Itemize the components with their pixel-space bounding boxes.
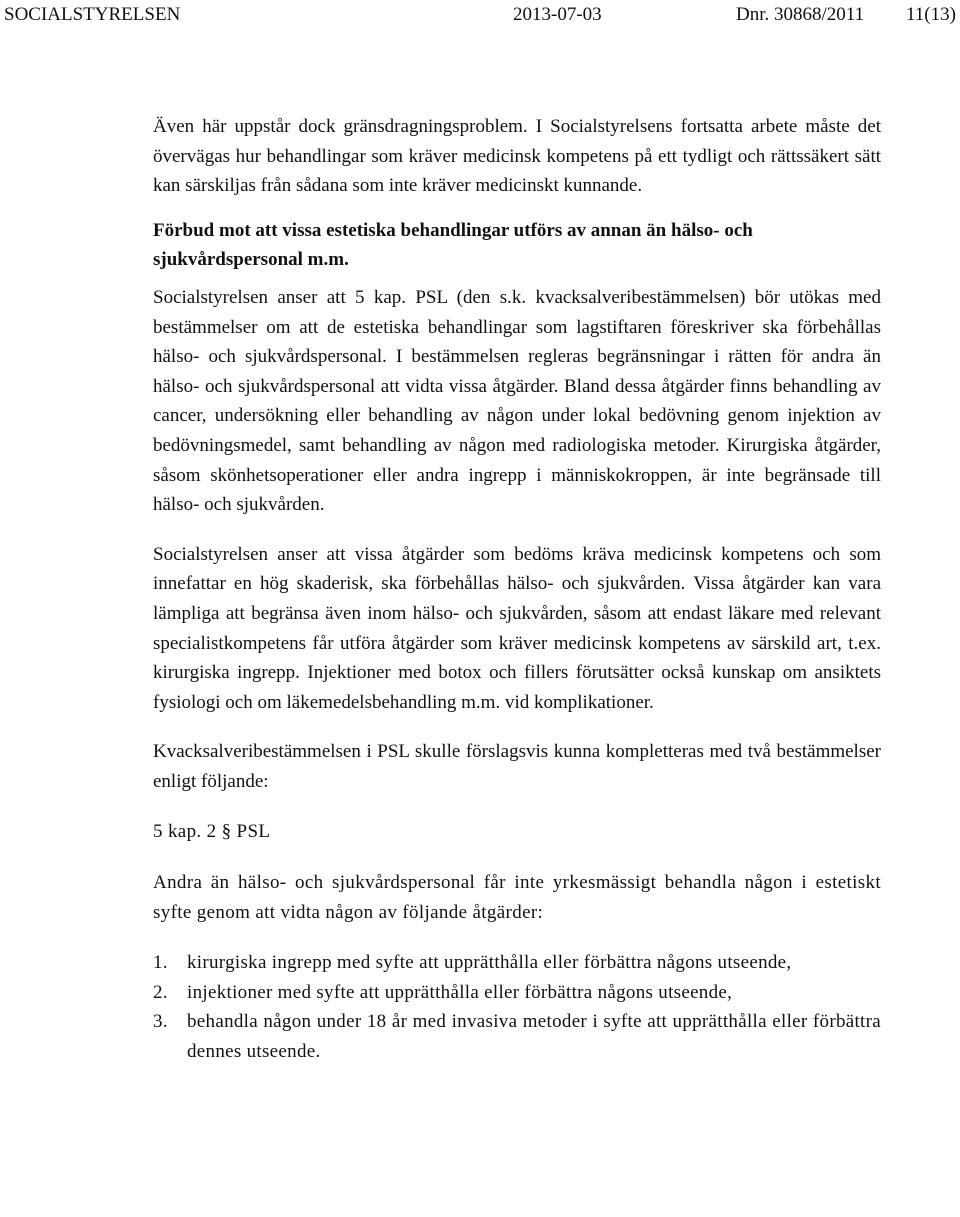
header-date: 2013-07-03 xyxy=(513,4,602,25)
section-heading: Förbud mot att vissa estetiska behandlingar utförs av annan än hälso- och sjukvårdspersonal m.m. xyxy=(153,219,753,271)
law-section-reference: 5 kap. 2 § PSL xyxy=(153,821,271,843)
list-item-number: 2. xyxy=(153,981,168,1003)
paragraph-kvacksalveri: Socialstyrelsen anser att 5 kap. PSL (den s.k. kvacksalveribestämmelsen) bör utökas med bestämmelser om att de estetiska behandlingar som lagstiftaren föreskriver ska förbehållas hälso- och sjukvårdspersonal. I bestämmelsen regleras begränsningar i rätten för andra än hälso- och sjukvårdspersonal att vidta vissa åtgärder. Bland dessa åtgärder finns behandling av cancer, undersökning eller behandling av någon under lokal bedövning genom injektion av bedövningsmedel, samt behandling av någon med radiologiska metoder. Kirurgiska åtgärder, såsom skönhetsoperationer eller andra ingrepp i människokroppen, är inte begränsade till hälso- och sjukvården. xyxy=(153,286,881,516)
paragraph-high-risk: Socialstyrelsen anser att vissa åtgärder som bedöms kräva medicinsk kompetens och som innefattar en hög skaderisk, ska förbehållas hälso- och sjukvården. Vissa åtgärder kan vara lämpliga att begränsa även inom hälso- och sjukvården, såsom att endast läkare med relevant specialistkompetens får utföra åtgärder som kräver medicinsk kompetens av särskild art, t.ex. kirurgiska ingrepp. Injektioner med botox och fillers förutsätter också kunskap om ansiktets fysiologi och om läkemedelsbehandling m.m. vid komplikationer. xyxy=(153,543,881,713)
list-item-number: 3. xyxy=(153,1011,168,1033)
list-item xyxy=(153,1007,881,1066)
list-item-text: kirurgiska ingrepp med syfte att upprätthålla eller förbättra någons utseende, xyxy=(187,952,792,974)
list-item-number: 1. xyxy=(153,952,168,974)
list-item-text: injektioner med syfte att upprätthålla eller förbättra någons utseende, xyxy=(187,981,733,1003)
rule-list xyxy=(153,948,881,1066)
page-header xyxy=(0,0,960,30)
header-document-number: Dnr. 30868/2011 xyxy=(736,4,865,25)
list-item xyxy=(153,948,881,978)
intro-paragraph: Även här uppstår dock gränsdragningsproblem. I Socialstyrelsens fortsatta arbete måste det övervägas hur behandlingar som kräver medicinsk kompetens på ett tydligt och rättssäkert sätt kan särskiljas från sådana som inte kräver medicinskt kunnande. xyxy=(153,116,881,197)
list-item-text: behandla någon under 18 år med invasiva metoder i syfte att upprätthålla eller förbättra dennes utseende. xyxy=(187,1011,881,1063)
list-item xyxy=(153,978,881,1008)
document-body xyxy=(153,112,881,1067)
paragraph-rule: Andra än hälso- och sjukvårdspersonal får inte yrkesmässigt behandla någon i estetiskt syfte genom att vidta någon av följande åtgärder: xyxy=(153,872,881,923)
paragraph-proposal: Kvacksalveribestämmelsen i PSL skulle förslagsvis kunna kompletteras med två bestämmelser enligt följande: xyxy=(153,741,881,792)
header-organization: SOCIALSTYRELSEN xyxy=(4,4,181,25)
header-page-number: 11(13) xyxy=(906,4,956,25)
